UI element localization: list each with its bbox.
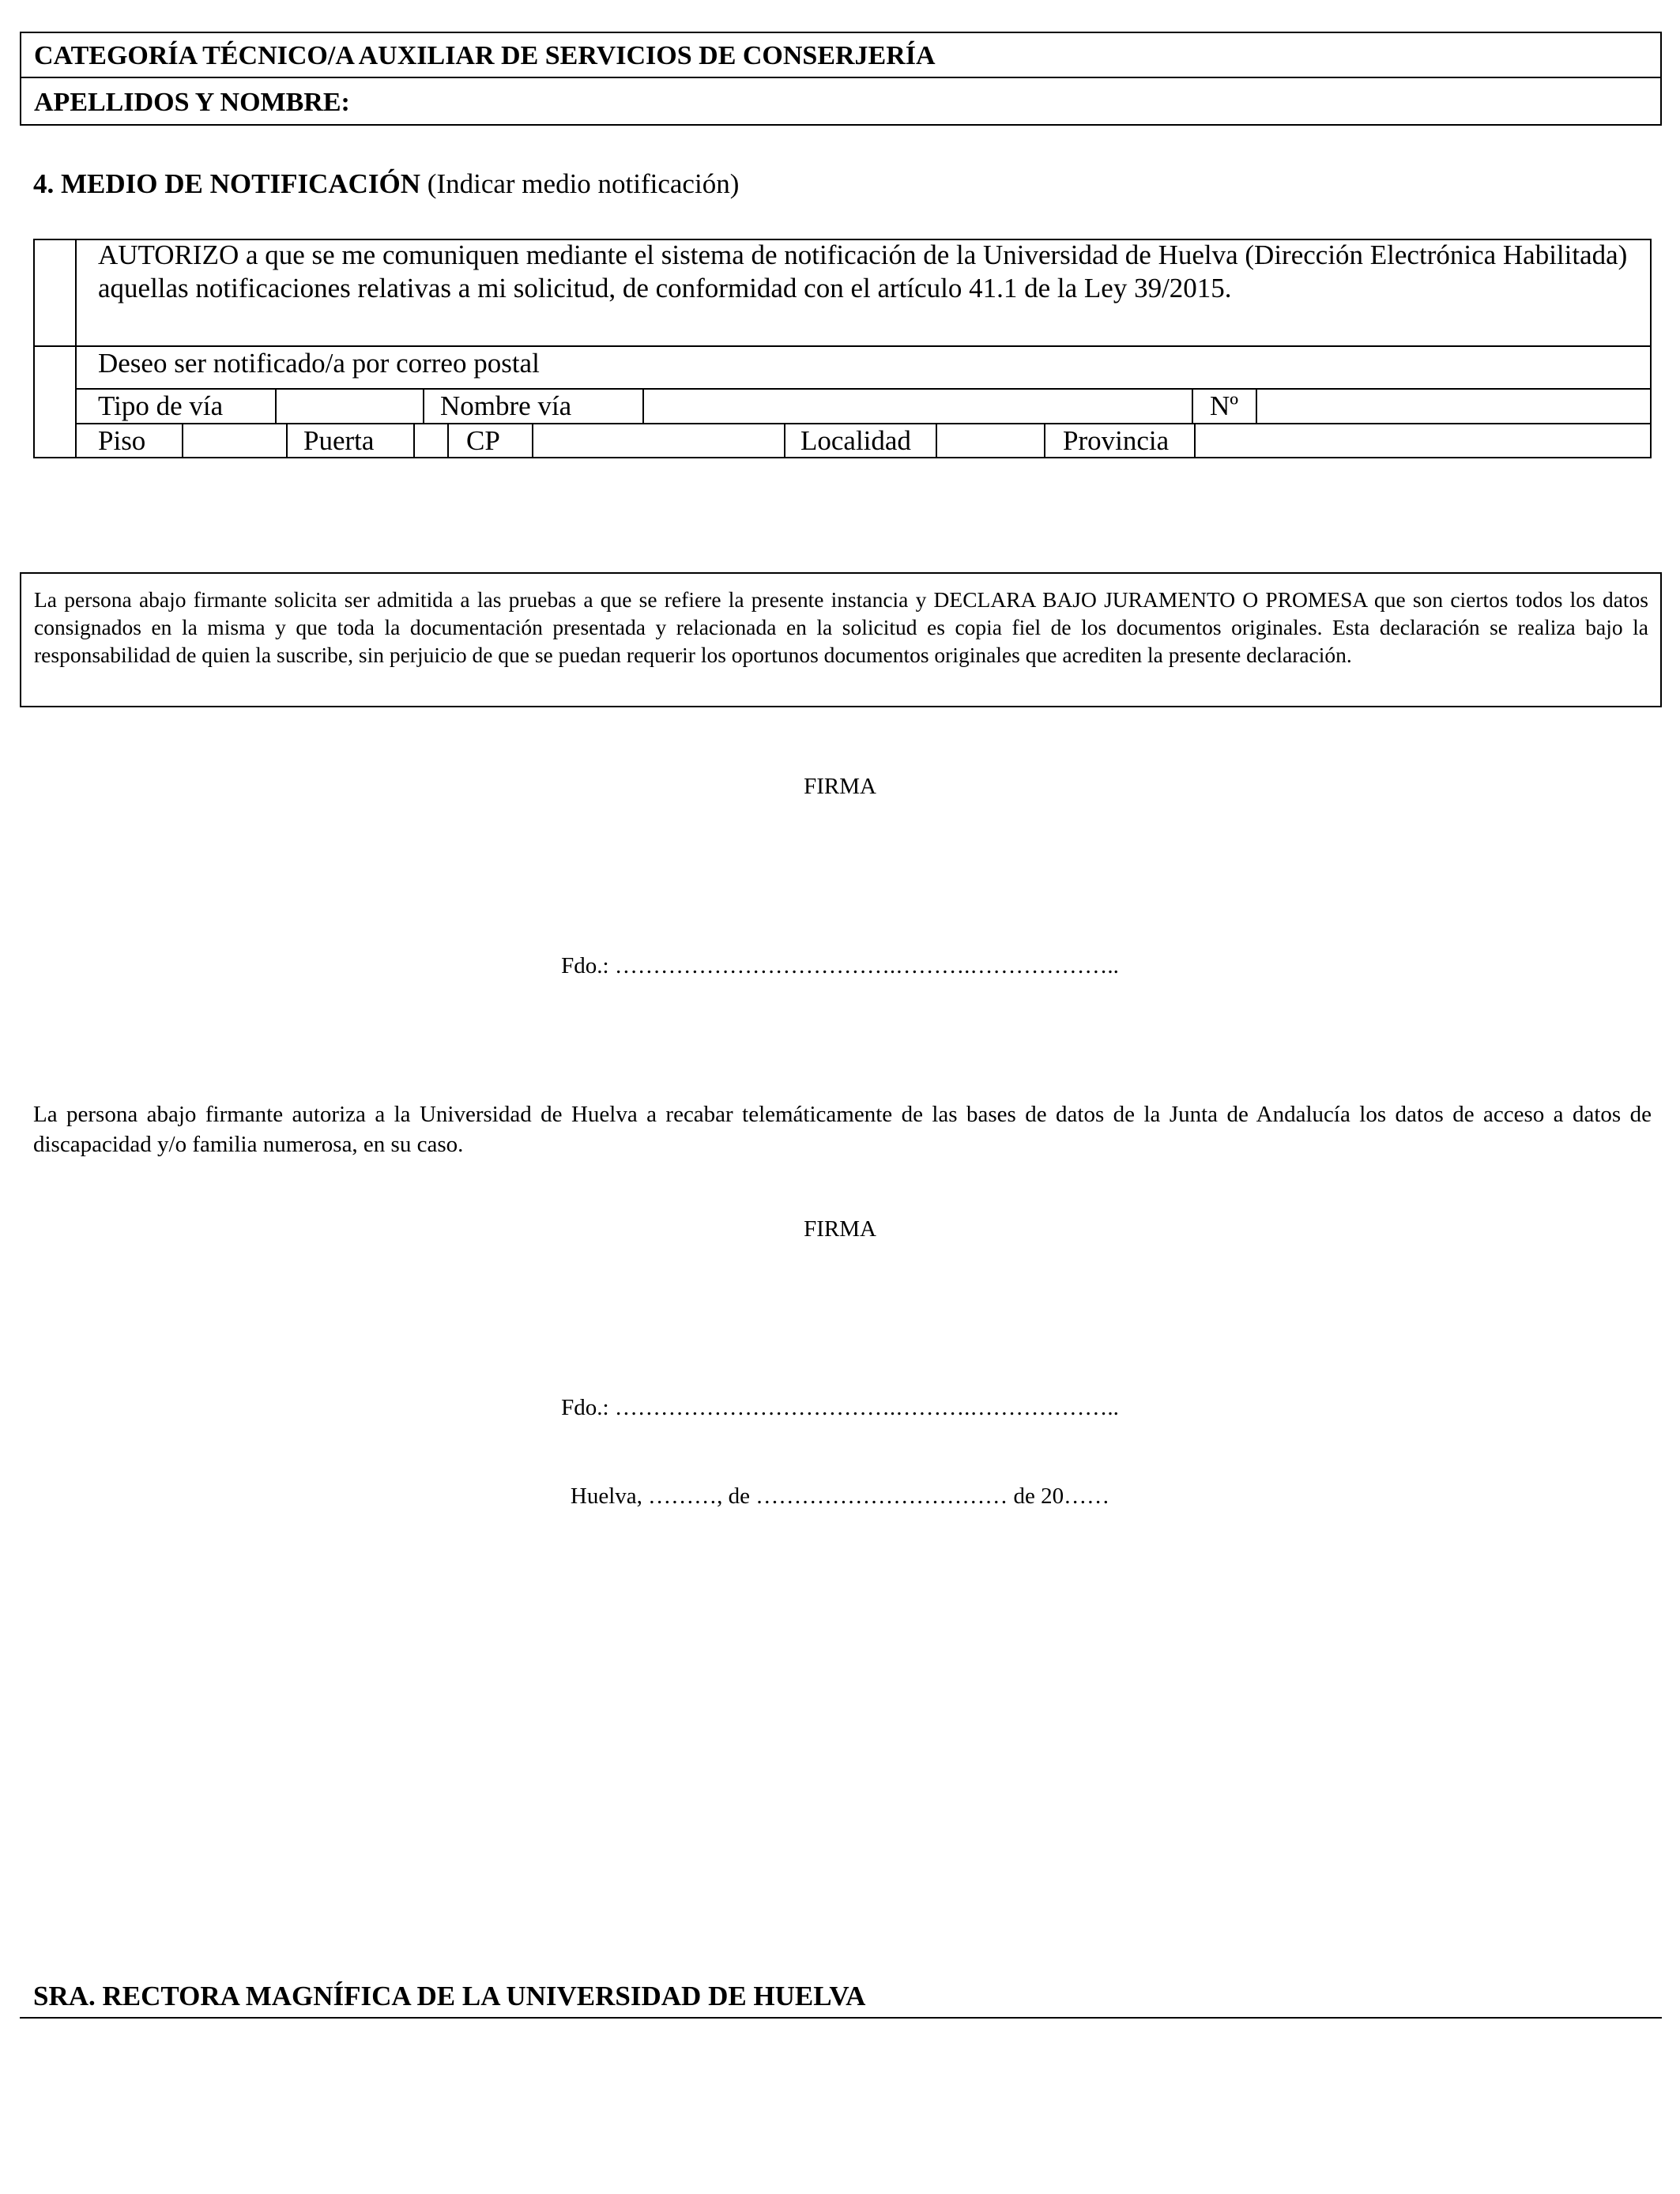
date-line[interactable]: Huelva, ………, de …………………………… de 20……: [570, 1483, 1110, 1509]
header-box: [20, 32, 1662, 126]
option-postal-text: Deseo ser notificado/a por correo postal: [98, 348, 540, 379]
input-tipo-via[interactable]: [277, 390, 423, 423]
input-numero[interactable]: [1257, 390, 1650, 423]
fdo-line-2[interactable]: Fdo.: ……………………………….……….………………..: [561, 1395, 1119, 1420]
addressee: SRA. RECTORA MAGNÍFICA DE LA UNIVERSIDAD DE HUELVA: [33, 1981, 866, 2011]
option-electronic-text: AUTORIZO a que se me comuniquen mediante el sistema de notificación de la Universidad de Huelva (Dirección Electrónica Habilitada) aquellas notificaciones relativas a mi solicitud, de conformidad con el artículo 41.1 de la Ley 39/2015.: [98, 239, 1628, 303]
label-numero: Nº: [1210, 390, 1239, 421]
label-nombre-via: Nombre vía: [440, 390, 572, 421]
categoria-row: CATEGORÍA TÉCNICO/A AUXILIAR DE SERVICIOS DE CONSERJERÍA: [21, 33, 1660, 78]
declaration-box: La persona abajo firmante solicita ser admitida a las pruebas a que se refiere la presente instancia y DECLARA BAJO JURAMENTO O PROMESA que son ciertos todos los datos consignados en la misma y que toda la documentación presentada y relacionada en la solicitud es copia fiel de los documentos originales. Esta declaración se realiza bajo la responsabilidad de quien la suscribe, sin perjuicio de que se puedan requerir los oportunos documentos originales que acrediten la presente declaración.: [20, 572, 1662, 707]
label-provincia: Provincia: [1063, 425, 1170, 456]
section-title: [33, 168, 739, 200]
notification-table: [33, 239, 1652, 458]
firma-label-2: FIRMA: [804, 1216, 876, 1242]
label-localidad: Localidad: [800, 425, 911, 456]
input-cp[interactable]: [533, 424, 784, 457]
label-puerta: Puerta: [303, 425, 375, 456]
label-cp: CP: [466, 425, 500, 456]
label-piso: Piso: [98, 425, 146, 456]
authorization-paragraph: La persona abajo firmante autoriza a la Universidad de Huelva a recabar telemáticamente de las bases de datos de la Junta de Andalucía los datos de acceso a datos de discapacidad y/o familia numerosa, en su caso.: [33, 1102, 1652, 1157]
label-tipo-via: Tipo de vía: [98, 390, 224, 421]
fdo-line-1[interactable]: Fdo.: ……………………………….……….………………..: [561, 953, 1119, 978]
input-provincia[interactable]: [1196, 424, 1650, 457]
input-piso[interactable]: [183, 424, 286, 457]
input-puerta[interactable]: [415, 424, 447, 457]
firma-label-1: FIRMA: [804, 774, 876, 799]
checkbox-electronic[interactable]: [35, 240, 75, 345]
footer-rule: [20, 2017, 1662, 2019]
checkbox-postal[interactable]: [35, 347, 75, 457]
section-title-note: (Indicar medio notificación): [427, 168, 740, 199]
section-title-bold: 4. MEDIO DE NOTIFICACIÓN: [33, 168, 421, 199]
apellidos-nombre-field[interactable]: APELLIDOS Y NOMBRE:: [34, 88, 350, 117]
input-localidad[interactable]: [937, 424, 1044, 457]
input-nombre-via[interactable]: [644, 390, 1192, 423]
